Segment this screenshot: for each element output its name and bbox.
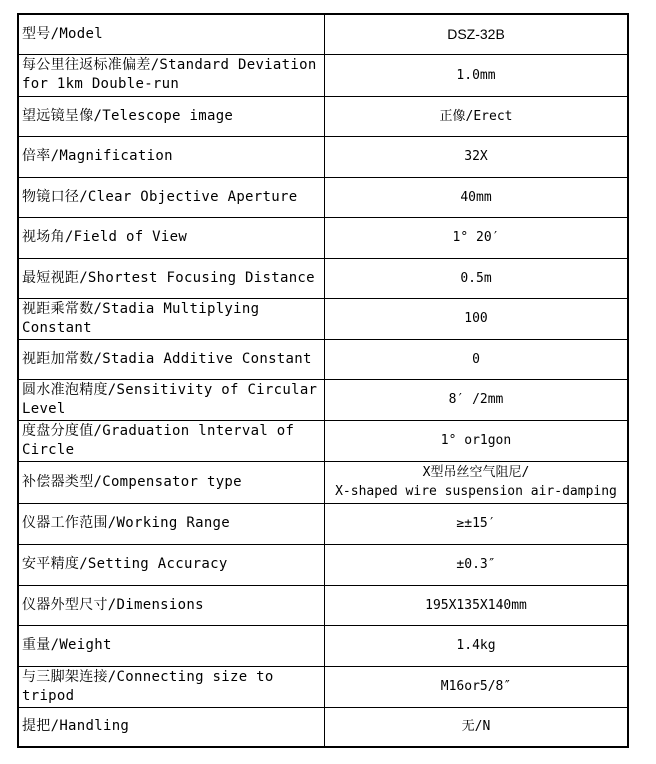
compensator-value-line-2: X-shaped wire suspension air-damping xyxy=(335,484,617,499)
table-row xyxy=(18,625,628,666)
table-row xyxy=(18,544,628,585)
table-row xyxy=(18,707,628,747)
spec-value-field-of-view: 1° 20′ xyxy=(325,217,629,258)
spec-label-weight: 重量/Weight xyxy=(18,625,325,666)
compensator-value-line-1: X型吊丝空气阻尼/ xyxy=(422,465,530,480)
spec-value-circular-level: 8′ /2mm xyxy=(325,379,629,420)
spec-value-weight: 1.4kg xyxy=(325,625,629,666)
spec-value-objective-aperture: 40mm xyxy=(325,177,629,217)
table-row xyxy=(18,666,628,707)
table-row xyxy=(18,461,628,503)
spec-value-dimensions: 195X135X140mm xyxy=(325,585,629,625)
spec-label-focusing-distance: 最短视距/Shortest Focusing Distance xyxy=(18,258,325,298)
spec-label-setting-accuracy: 安平精度/Setting Accuracy xyxy=(18,544,325,585)
spec-value-handling: 无/N xyxy=(325,707,629,747)
spec-label-compensator-type: 补偿器类型/Compensator type xyxy=(18,461,325,503)
spec-label-telescope-image: 望远镜呈像/Telescope image xyxy=(18,96,325,136)
table-row xyxy=(18,258,628,298)
table-row xyxy=(18,136,628,177)
spec-value-setting-accuracy: ±0.3″ xyxy=(325,544,629,585)
table-row xyxy=(18,14,628,54)
table-row xyxy=(18,217,628,258)
table-row xyxy=(18,339,628,379)
spec-label-circular-level: 圆水准泡精度/Sensitivity of Circular Level xyxy=(18,379,325,420)
spec-value-telescope-image: 正像/Erect xyxy=(325,96,629,136)
spec-value-graduation-interval: 1° or1gon xyxy=(325,420,629,461)
table-row xyxy=(18,585,628,625)
spec-value-stadia-multiplying: 100 xyxy=(325,298,629,339)
spec-value-standard-deviation: 1.0mm xyxy=(325,54,629,96)
spec-label-magnification: 倍率/Magnification xyxy=(18,136,325,177)
table-row xyxy=(18,379,628,420)
spec-label-standard-deviation: 每公里往返标准偏差/Standard Deviation for 1km Double-run xyxy=(18,54,325,96)
spec-label-field-of-view: 视场角/Field of View xyxy=(18,217,325,258)
spec-label-graduation-interval: 度盘分度值/Graduation lnterval of Circle xyxy=(18,420,325,461)
spec-label-objective-aperture: 物镜口径/Clear Objective Aperture xyxy=(18,177,325,217)
spec-value-compensator-type xyxy=(325,461,629,503)
spec-label-tripod-connection: 与三脚架连接/Connecting size to tripod xyxy=(18,666,325,707)
spec-label-stadia-additive: 视距加常数/Stadia Additive Constant xyxy=(18,339,325,379)
spec-value-working-range: ≥±15′ xyxy=(325,503,629,544)
spec-label-stadia-multiplying: 视距乘常数/Stadia Multiplying Constant xyxy=(18,298,325,339)
spec-label-dimensions: 仪器外型尺寸/Dimensions xyxy=(18,585,325,625)
spec-label-working-range: 仪器工作范围/Working Range xyxy=(18,503,325,544)
table-row xyxy=(18,298,628,339)
table-row xyxy=(18,54,628,96)
spec-label-handling: 提把/Handling xyxy=(18,707,325,747)
spec-label-model: 型号/Model xyxy=(18,14,325,54)
spec-table xyxy=(17,13,629,748)
spec-value-model: DSZ-32B xyxy=(325,14,629,54)
spec-value-magnification: 32X xyxy=(325,136,629,177)
table-row xyxy=(18,420,628,461)
spec-value-tripod-connection: M16or5/8″ xyxy=(325,666,629,707)
table-row xyxy=(18,96,628,136)
table-row xyxy=(18,177,628,217)
spec-value-focusing-distance: 0.5m xyxy=(325,258,629,298)
table-row xyxy=(18,503,628,544)
spec-value-stadia-additive: 0 xyxy=(325,339,629,379)
